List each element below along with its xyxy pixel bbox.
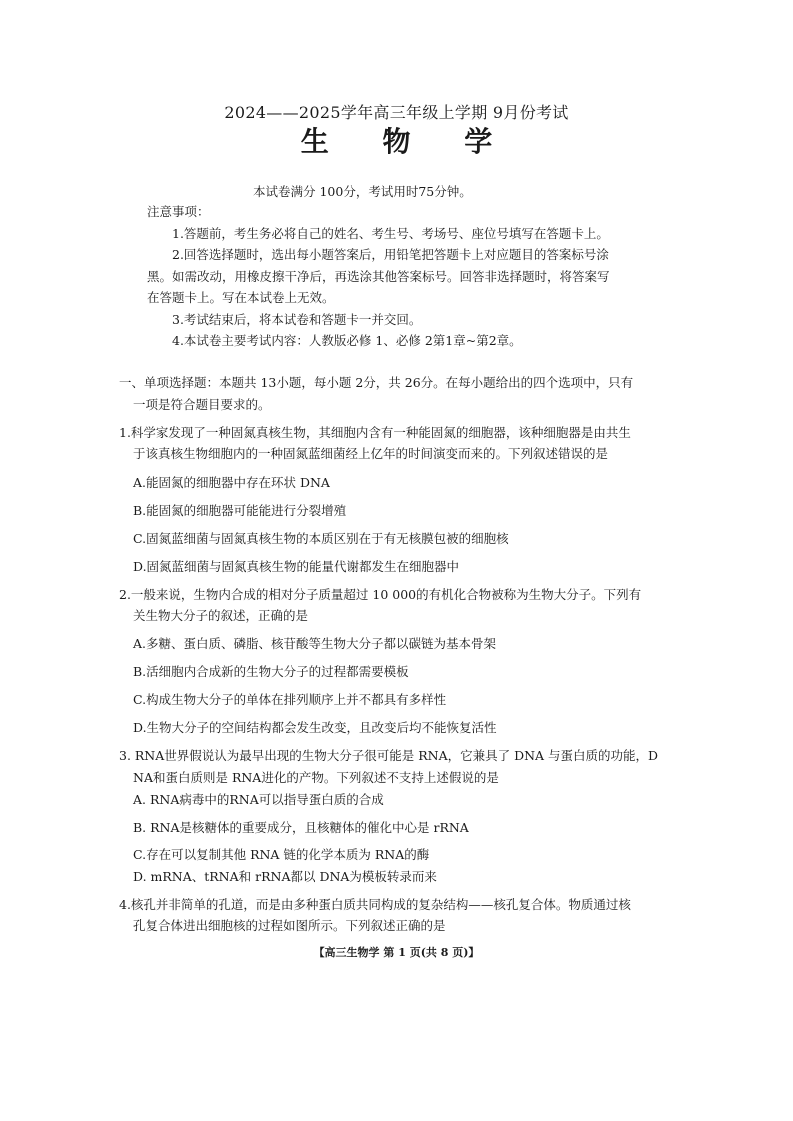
question-4-stem: 4.核孔并非简单的孔道，而是由多种蛋白质共同构成的复杂结构——核孔复合体。物质通过核: [119, 897, 631, 912]
question-3-stem: NA和蛋白质则是 RNA进化的产物。下列叙述不支持上述假说的是: [133, 770, 499, 785]
note-line: 1.答题前，考生务必将自己的姓名、考生号、考场号、座位号填写在答题卡上。: [172, 226, 609, 241]
question-1-option-b: B.能固氮的细胞器可能能进行分裂增殖: [133, 503, 347, 518]
question-2-option-b: B.活细胞内合成新的生物大分子的过程都需要模板: [133, 664, 409, 679]
subject-title: 生 物 学: [300, 125, 515, 158]
question-1-stem: 1.科学家发现了一种固氮真核生物，其细胞内含有一种能固氮的细胞器，该种细胞器是由共生: [119, 425, 631, 440]
question-2-option-a: A.多糖、蛋白质、磷脂、核苷酸等生物大分子都以碳链为基本骨架: [133, 636, 497, 651]
note-line: 在答题卡上。写在本试卷上无效。: [147, 290, 335, 305]
note-line: 4.本试卷主要考试内容：人教版必修 1、必修 2第1章~第2章。: [172, 333, 522, 348]
score-info: 本试卷满分 100分，考试用时75分钟。: [253, 184, 472, 199]
question-3-option-a: A. RNA病毒中的RNA可以指导蛋白质的合成: [133, 792, 384, 807]
question-1-option-a: A.能固氮的细胞器中存在环状 DNA: [133, 475, 330, 490]
question-2-stem: 2.一般来说，生物内合成的相对分子质量超过 10 000的有机化合物被称为生物大分子。下列有: [119, 587, 642, 602]
question-4-stem: 孔复合体进出细胞核的过程如图所示。下列叙述正确的是: [133, 918, 446, 933]
section-heading-cont: 一项是符合题目要求的。: [133, 397, 271, 412]
note-line: 2.回答选择题时，选出每小题答案后，用铅笔把答题卡上对应题目的答案标号涂: [172, 247, 609, 262]
question-2-option-d: D.生物大分子的空间结构都会发生改变，且改变后均不能恢复活性: [133, 720, 497, 735]
question-3-option-c: C.存在可以复制其他 RNA 链的化学本质为 RNA的酶: [133, 847, 430, 862]
note-line: 3.考试结束后，将本试卷和答题卡一并交回。: [172, 312, 422, 327]
question-3-option-d: D. mRNA、tRNA和 rRNA都以 DNA为模板转录而来: [133, 869, 437, 884]
page-footer: 【高三生物学 第 1 页(共 8 页)】: [313, 946, 480, 959]
question-2-option-c: C.构成生物大分子的单体在排列顺序上并不都具有多样性: [133, 692, 447, 707]
section-heading: 一、单项选择题：本题共 13小题，每小题 2分，共 26分。在每小题给出的四个选项中，只有: [119, 375, 634, 390]
question-3-option-b: B. RNA是核糖体的重要成分，且核糖体的催化中心是 rRNA: [133, 820, 469, 835]
notes-heading: 注意事项：: [147, 204, 210, 219]
question-1-option-d: D.固氮蓝细菌与固氮真核生物的能量代谢都发生在细胞器中: [133, 559, 460, 574]
note-line: 黑。如需改动，用橡皮擦干净后，再选涂其他答案标号。回答非选择题时，将答案写: [147, 269, 610, 284]
exam-title: 2024——2025学年高三年级上学期 9月份考试: [224, 103, 569, 122]
question-3-stem: 3. RNA世界假说认为最早出现的生物大分子很可能是 RNA，它兼具了 DNA 与蛋白质的功能，D: [119, 748, 659, 763]
question-2-stem: 关生物大分子的叙述，正确的是: [133, 608, 309, 623]
question-1-stem: 于该真核生物细胞内的一种固氮蓝细菌经上亿年的时间演变而来的。下列叙述错误的是: [133, 446, 609, 461]
question-1-option-c: C.固氮蓝细菌与固氮真核生物的本质区别在于有无核膜包被的细胞核: [133, 531, 509, 546]
